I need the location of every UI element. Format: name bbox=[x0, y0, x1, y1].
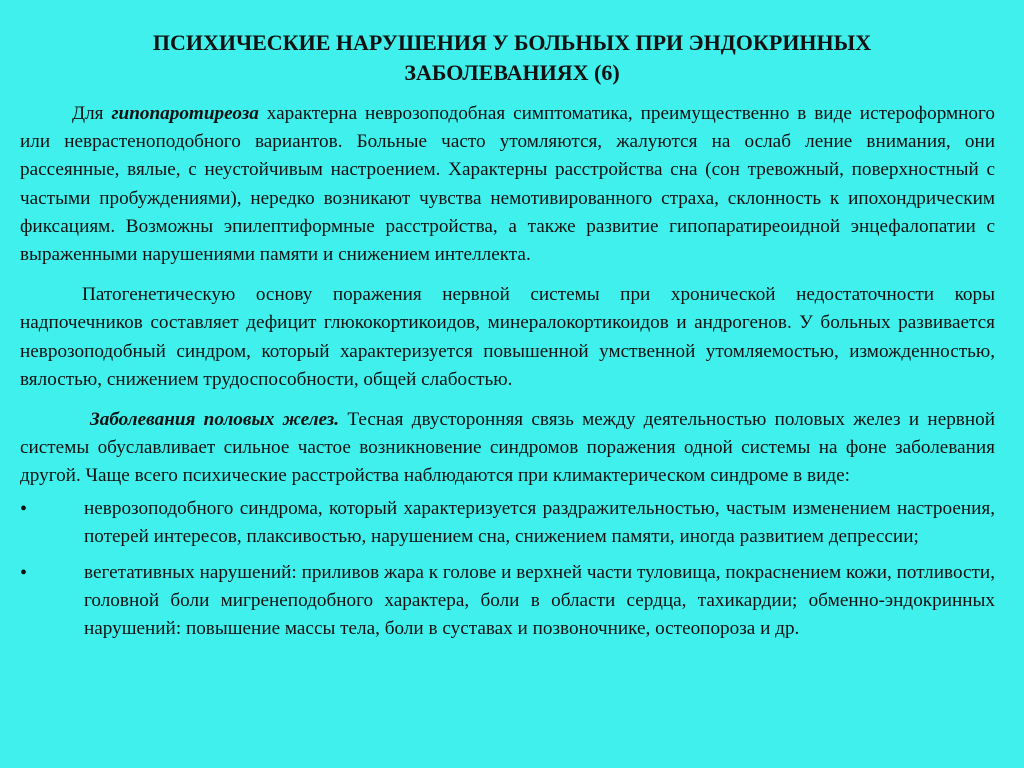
paragraph1-text: характерна неврозоподобная симптоматика, преимущественно в виде истероформного или неврастеноподобного вариантов. Больные часто утомляются, жалуются на ослаб ление внимания, они рассеянные, вялые, с неустойчивым настроением. Характерны расстройства сна (сон тревожный, поверхностный с частыми пробуждениями), нередко возникают чувства немотивированного страха, склонность к ипохондрическим фиксациям. Возможны эпилептиформные расстройства, а также развитие гипопаратиреоидной энцефалопатии с выраженными нарушениями памяти и снижением интеллекта. bbox=[20, 103, 995, 266]
paragraph-adrenal-insufficiency: Патогенетическую основу поражения нервной системы при хронической недостаточности коры надпочечников составляет дефицит глюкокортикоидов, минералокортикоидов и андрогенов. У больных развивается неврозоподобный синдром, который характеризуется повышенной умственной утомляемостью, изможденностью, вялостью, снижением трудоспособности, общей слабостью. bbox=[20, 284, 995, 390]
slide-body bbox=[20, 100, 995, 644]
paragraph1-lead: Для bbox=[72, 103, 104, 124]
paragraph-hypoparathyroidism bbox=[20, 100, 995, 269]
bullet-icon: • bbox=[20, 562, 28, 585]
list-item bbox=[20, 559, 995, 644]
paragraph3-text: Тесная двусторонняя связь между деятельностью половых желез и нервной системы обуславливает сильное частое возникновение синдромов поражения одной системы на фоне заболевания другой. Чаще всего психические расстройства наблюдаются при климактерическом синдроме в виде: bbox=[20, 409, 996, 487]
bullet-icon: • bbox=[20, 497, 28, 520]
term-gonad-diseases: Заболевания половых желез. bbox=[90, 409, 340, 431]
slide-title: ПСИХИЧЕСКИЕ НАРУШЕНИЯ У БОЛЬНЫХ ПРИ ЭНДОКРИННЫХ ЗАБОЛЕВАНИЯХ (6) bbox=[152, 30, 872, 85]
list-item-text: вегетативных нарушений: приливов жара к голове и верхней части туловища, покраснением кожи, потливости, головной боли мигренеподобного характера, боли в области сердца, тахикардии; обменно-эндокринных нарушений: повышение массы тела, боли в суставах и позвоночнике, остеопороза и др. bbox=[84, 562, 995, 640]
term-hypoparathyroidism: гипопаротиреоза bbox=[111, 103, 259, 124]
symptom-list bbox=[20, 495, 995, 644]
list-item-text: неврозоподобного синдрома, который характеризуется раздражительностью, частым изменением настроения, потерей интересов, плаксивостью, нарушением сна, снижением памяти, иногда развитием депрессии; bbox=[84, 497, 995, 547]
paragraph-gonads bbox=[20, 406, 995, 491]
list-item bbox=[20, 495, 995, 551]
